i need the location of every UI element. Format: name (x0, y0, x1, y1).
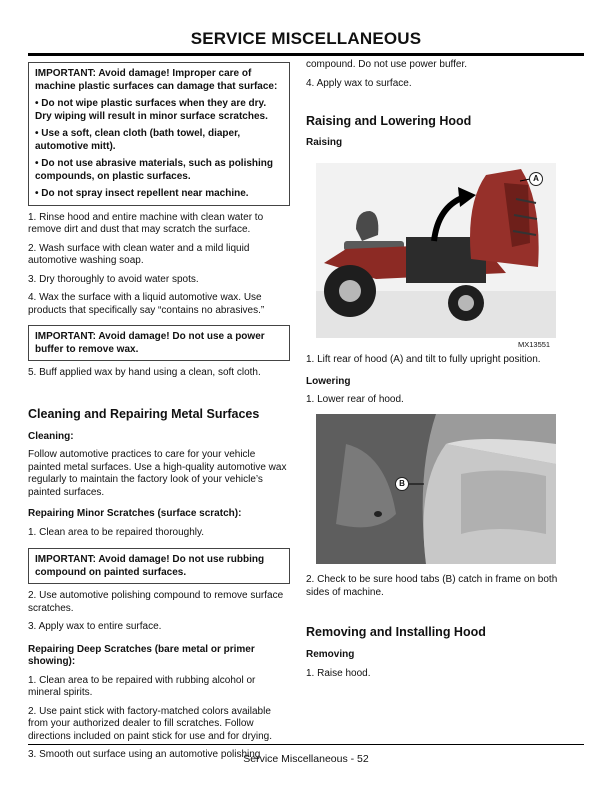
important-box-plastic (28, 62, 290, 206)
hood-tab-closeup-image (316, 414, 556, 564)
step-text: 2. Use paint stick with factory-matched colors available from your authorized dealer to fill scratches. Follow directions included on paint stick for use and for drying. (28, 705, 273, 742)
subsection-title-minor: Repairing Minor Scratches (surface scratch): (28, 508, 242, 519)
page-footer: Service Miscellaneous - 52 (243, 753, 369, 765)
step-text: 3. Dry thoroughly to avoid water spots. (28, 273, 199, 285)
important-box-buffer (28, 325, 290, 361)
left-column (28, 62, 290, 762)
step-text: 4. Apply wax to surface. (306, 77, 412, 89)
important-heading: IMPORTANT: Avoid damage! Improper care of machine plastic surfaces can damage that surface: (35, 68, 278, 92)
callout-a: A (529, 172, 543, 186)
step-text: 4. Wax the surface with a liquid automotive wax. Use products that specifically say “contains no abrasives.” (28, 292, 265, 316)
step-text: 3. Smooth out surface using an automotive polishing (28, 749, 261, 760)
right-column-mid (306, 354, 568, 407)
step-text: 1. Raise hood. (306, 667, 371, 679)
continued-text: compound. Do not use power buffer. (306, 59, 468, 70)
step-text: 1. Clean area to be repaired with rubbing alcohol or mineral spirits. (28, 674, 256, 698)
step-text: 1. Lower rear of hood. (306, 394, 404, 405)
mower-hood-raised-image (316, 163, 556, 338)
step-text: 1. Clean area to be repaired thoroughly. (28, 526, 205, 538)
important-bullet: • Do not wipe plastic surfaces when they are dry. Dry wiping will result in minor surface scratches. (35, 98, 268, 122)
subsection-title-removing: Removing (306, 649, 355, 660)
subsection-title-raising: Raising (306, 137, 343, 148)
subsection-title-cleaning: Cleaning: (28, 430, 74, 442)
step-text: 2. Use automotive polishing compound to remove surface scratches. (28, 590, 284, 614)
step-text: 5. Buff applied wax by hand using a clean, soft cloth. (28, 367, 261, 378)
important-bullet: • Use a soft, clean cloth (bath towel, diaper, automotive mitt). (35, 128, 241, 152)
footer-rule (28, 744, 584, 745)
important-box-rubbing (28, 548, 290, 584)
right-column-bottom (306, 574, 568, 680)
step-text: 2. Check to be sure hood tabs (B) catch in frame on both sides of machine. (306, 574, 558, 598)
important-bullet: • Do not use abrasive materials, such as polishing compounds, on plastic surfaces. (35, 158, 274, 182)
section-title-metal: Cleaning and Repairing Metal Surfaces (28, 406, 260, 421)
cleaning-text: Follow automotive practices to care for your vehicle painted metal surfaces. Use a high-quality automotive wax regularly to maintain the factory look of your vehicle’s painted surfaces. (28, 449, 287, 498)
header-rule (28, 53, 584, 56)
subsection-title-lowering: Lowering (306, 375, 351, 387)
subsection-title-deep: Repairing Deep Scratches (bare metal or primer showing): (28, 643, 255, 667)
step-text: 3. Apply wax to entire surface. (28, 621, 162, 632)
step-text: 2. Wash surface with clean water and a mild liquid automotive washing soap. (28, 242, 250, 266)
right-column (306, 59, 568, 150)
figure-id: MX13551 (518, 340, 551, 349)
important-bullet: • Do not spray insect repellent near machine. (35, 188, 249, 199)
section-title-hood: Raising and Lowering Hood (306, 114, 472, 128)
important-text: IMPORTANT: Avoid damage! Do not use rubbing compound on painted surfaces. (35, 554, 265, 578)
page-title: SERVICE MISCELLANEOUS (190, 29, 422, 48)
callout-b: B (395, 477, 409, 491)
section-title-remove: Removing and Installing Hood (306, 625, 486, 639)
photo-raising-hood (316, 163, 556, 338)
step-text: 1. Lift rear of hood (A) and tilt to fully upright position. (306, 354, 541, 365)
important-text: IMPORTANT: Avoid damage! Do not use a power buffer to remove wax. (35, 331, 265, 355)
photo-hood-tabs (316, 414, 556, 564)
step-text: 1. Rinse hood and entire machine with clean water to remove dirt and dust that may scratch the surface. (28, 211, 264, 235)
